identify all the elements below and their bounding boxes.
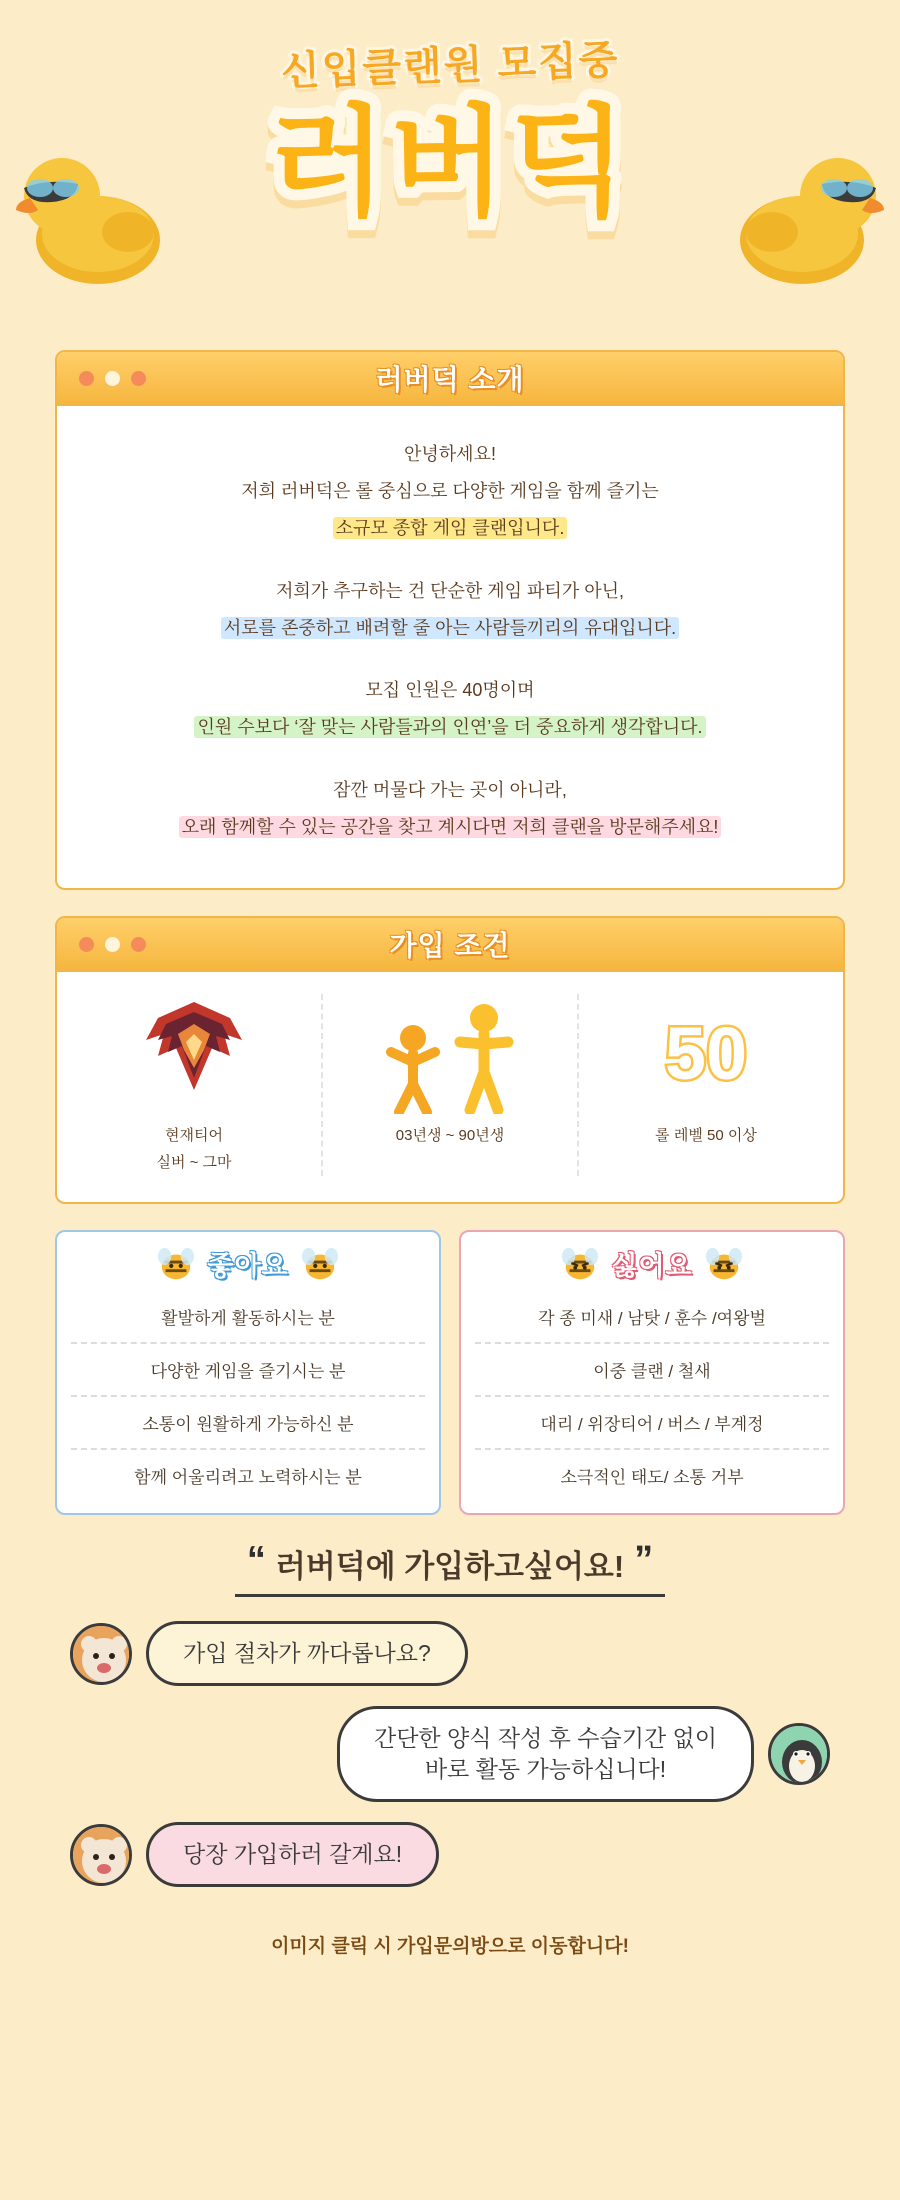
recruit-label: 신입클랜원 모집중 xyxy=(280,38,620,94)
list-item: 다양한 게임을 즐기시는 분 xyxy=(71,1344,425,1397)
footer-note[interactable]: 이미지 클릭 시 가입문의방으로 이동합니다! xyxy=(271,1936,629,1958)
quote-text: 러버덕에 가입하고싶어요! xyxy=(275,1549,625,1585)
dislike-card xyxy=(459,1230,845,1515)
intro-line: 모집 인원은 40명이며 xyxy=(365,680,535,701)
intro-body xyxy=(57,406,843,888)
person-large-icon xyxy=(451,1002,517,1114)
condition-tier-caption xyxy=(156,1122,231,1176)
hamster-avatar xyxy=(70,1623,132,1685)
chat-bubble-question-1: 가입 절차가 까다롭나요? xyxy=(146,1621,468,1686)
dislike-title: 싫어요 xyxy=(611,1251,693,1282)
quote-divider xyxy=(235,1594,665,1597)
intro-paragraph-1 xyxy=(87,436,813,547)
like-list xyxy=(57,1291,439,1501)
list-item: 대리 / 위장티어 / 버스 / 부계정 xyxy=(475,1397,829,1450)
penguin-avatar xyxy=(768,1723,830,1785)
chat-row-3 xyxy=(70,1822,830,1887)
list-item: 함께 어울리려고 노력하시는 분 xyxy=(134,1468,362,1488)
chat-row-1 xyxy=(70,1621,830,1686)
chat-answer-line1: 간단한 양식 작성 후 수습기간 없이 xyxy=(373,1725,717,1752)
list-item: 소통이 원활하게 가능하신 분 xyxy=(71,1397,425,1450)
intro-card xyxy=(55,350,845,890)
person-small-icon xyxy=(383,1022,443,1114)
condition-level xyxy=(577,994,833,1176)
bee-happy-icon-2 xyxy=(301,1245,339,1283)
list-item: 활발하게 활동하시는 분 xyxy=(71,1291,425,1344)
list-item: 소극적인 태도/ 소통 거부 xyxy=(560,1468,744,1488)
conditions-title: 가입 조건 xyxy=(389,930,511,962)
intro-line: 저희 러버덕은 롤 중심으로 다양한 게임을 함께 즐기는 xyxy=(241,480,659,501)
rank-emblem-icon xyxy=(134,994,254,1114)
intro-line-highlight: 서로를 존중하고 배려할 줄 아는 사람들끼리의 유대입니다. xyxy=(221,617,679,639)
chat-answer-line2: 바로 활동 가능하십니다! xyxy=(424,1756,667,1783)
intro-title: 러버덕 소개 xyxy=(375,364,525,395)
clan-title: 러버덕 xyxy=(270,96,630,230)
conditions-body xyxy=(57,972,843,1202)
clan-title-wrap xyxy=(0,97,900,229)
tier-caption-line1: 현재티어 xyxy=(165,1127,223,1145)
quote-open-mark: “ xyxy=(246,1539,266,1582)
condition-level-caption: 롤 레벨 50 이상 xyxy=(655,1127,757,1145)
poster-header xyxy=(0,0,900,350)
intro-paragraph-4 xyxy=(87,772,813,846)
like-title: 좋아요 xyxy=(207,1251,289,1282)
intro-line-highlight: 오래 함께할 수 있는 공간을 찾고 계시다면 저희 클랜을 방문해주세요! xyxy=(179,816,722,838)
list-item: 각 종 미새 / 남탓 / 훈수 /여왕벌 xyxy=(475,1291,829,1344)
bee-happy-icon xyxy=(157,1245,195,1283)
chat-bubble-question-2: 당장 가입하러 갈게요! xyxy=(146,1822,439,1887)
hamster-avatar-2 xyxy=(70,1824,132,1886)
quote-section xyxy=(0,1541,900,1597)
intro-card-bar xyxy=(57,352,843,406)
intro-line-highlight: 인원 수보다 ‘잘 맞는 사람들과의 인연’을 더 중요하게 생각합니다. xyxy=(194,716,705,738)
condition-age xyxy=(321,994,577,1176)
like-dislike-row xyxy=(55,1230,845,1515)
intro-line: 안녕하세요! xyxy=(404,444,496,464)
tier-caption-line2: 실버 ~ 그마 xyxy=(156,1154,232,1172)
condition-age-caption: 03년생 ~ 90년생 xyxy=(395,1127,505,1145)
like-card xyxy=(55,1230,441,1515)
intro-paragraph-2 xyxy=(87,573,813,647)
condition-tier xyxy=(67,994,321,1176)
quote-line xyxy=(247,1541,653,1586)
chat-row-2 xyxy=(70,1706,830,1802)
list-item: 이중 클랜 / 철새 xyxy=(475,1344,829,1397)
chat-bubble-answer xyxy=(337,1706,754,1802)
intro-line: 저희가 추구하는 건 단순한 게임 파티가 아닌, xyxy=(276,580,624,601)
conditions-card xyxy=(55,916,845,1204)
dislike-list xyxy=(461,1291,843,1501)
intro-line: 잠깐 머물다 가는 곳이 아니라, xyxy=(333,780,567,801)
chat-section xyxy=(70,1621,830,1887)
intro-paragraph-3 xyxy=(87,672,813,746)
like-head xyxy=(57,1232,439,1291)
people-icon xyxy=(383,994,517,1114)
bee-angry-icon xyxy=(561,1245,599,1283)
dislike-head xyxy=(461,1232,843,1291)
quote-close-mark: ” xyxy=(634,1539,654,1582)
conditions-card-bar xyxy=(57,918,843,972)
level-number: 50 xyxy=(664,1012,748,1096)
bee-angry-icon-2 xyxy=(705,1245,743,1283)
intro-line-highlight: 소규모 종합 게임 클랜입니다. xyxy=(333,517,568,539)
